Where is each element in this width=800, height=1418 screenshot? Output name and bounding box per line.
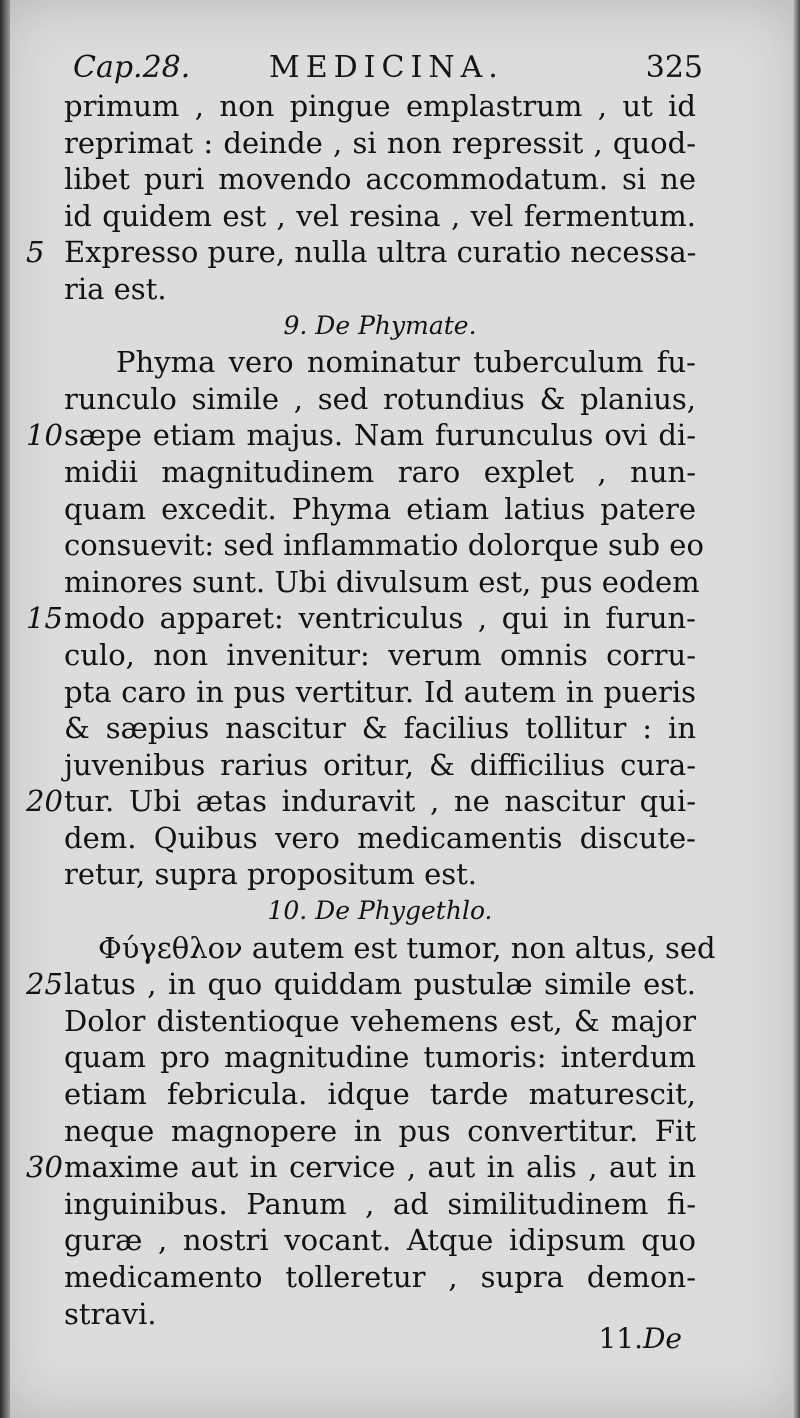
chapter-label: Cap.28. <box>73 50 191 85</box>
line-text: pta caro in pus vertitur. Id autem in pueris <box>64 674 696 709</box>
text-line <box>0 747 800 784</box>
line-number: 10 <box>26 418 63 453</box>
line-text: guræ , nostri vocant. Atque idipsum quo <box>64 1223 696 1258</box>
text-line <box>0 710 800 747</box>
line-text: quam excedit. Phyma etiam latius patere <box>64 491 696 526</box>
line-text: stravi. <box>64 1296 157 1331</box>
line-text: retur, supra propositum est. <box>64 857 477 892</box>
line-text: primum , non pingue emplastrum , ut id <box>64 89 696 123</box>
line-text: etiam febricula. idque tarde maturescit, <box>64 1077 696 1112</box>
running-title: MEDICINA. <box>269 50 504 85</box>
text-line <box>0 344 800 381</box>
text-line <box>0 1113 800 1150</box>
text-line <box>0 1259 800 1296</box>
page-number: 325 <box>645 50 703 85</box>
text-line <box>0 783 800 820</box>
text-line <box>0 1222 800 1259</box>
catchword-word: De <box>642 1322 682 1355</box>
text-line <box>0 491 800 528</box>
text-line <box>0 234 800 271</box>
line-text: medicamento tolleretur , supra demon- <box>64 1260 696 1294</box>
line-text: & sæpius nascitur & facilius tollitur : in <box>64 711 696 746</box>
text-line <box>0 856 800 893</box>
line-text: sæpe etiam majus. Nam furunculus ovi di- <box>64 418 696 453</box>
line-text: quam pro magnitudine tumoris: interdum <box>64 1040 696 1075</box>
line-text: runculo simile , sed rotundius & planius, <box>64 381 696 416</box>
section-heading <box>0 308 800 345</box>
text-line <box>0 1003 800 1040</box>
line-text: 10. De Phygethlo. <box>267 896 493 926</box>
text-line <box>0 125 800 162</box>
catchword <box>598 1322 682 1355</box>
section-heading <box>0 893 800 930</box>
text-line <box>0 454 800 491</box>
line-text: maxime aut in cervice , aut in alis , aut in <box>64 1150 696 1185</box>
text-line <box>0 1039 800 1076</box>
line-text: neque magnopere in pus convertitur. Fit <box>64 1113 696 1148</box>
line-number: 25 <box>26 967 63 1002</box>
line-text: Expresso pure, nulla ultra curatio necessa- <box>64 235 697 270</box>
text-line <box>0 1149 800 1186</box>
text-line <box>0 564 800 601</box>
line-text: dem. Quibus vero medicamentis discute- <box>64 820 696 855</box>
text-line <box>0 1076 800 1113</box>
line-text: minores sunt. Ubi divulsum est, pus eodem <box>64 564 700 599</box>
line-text: Phyma vero nominatur tuberculum fu- <box>116 345 696 380</box>
text-line <box>0 161 800 198</box>
text-line <box>0 600 800 637</box>
line-number: 30 <box>26 1150 63 1185</box>
line-text: inguinibus. Panum , ad similitudinem fi- <box>64 1186 696 1221</box>
text-line <box>0 381 800 418</box>
line-number: 5 <box>26 235 45 270</box>
text-line <box>0 820 800 857</box>
line-text: latus , in quo quiddam pustulæ simile est. <box>64 967 696 1002</box>
line-text: reprimat : deinde , si non repressit , quod- <box>64 125 696 160</box>
line-text: 9. De Phymate. <box>283 310 477 340</box>
line-text: Dolor distentioque vehemens est, & major <box>64 1003 696 1038</box>
text-line <box>0 930 800 967</box>
text-line <box>0 88 800 125</box>
text-line <box>0 637 800 674</box>
text-line <box>0 674 800 711</box>
text-block <box>0 88 800 1332</box>
text-line <box>0 198 800 235</box>
text-line <box>0 527 800 564</box>
line-text: culo, non invenitur: verum omnis corru- <box>64 637 696 672</box>
line-text: ria est. <box>64 271 167 306</box>
text-line <box>0 1186 800 1223</box>
line-text: libet puri movendo accommodatum. si ne <box>64 162 696 197</box>
line-text: Φύγεθλον autem est tumor, non altus, sed <box>98 930 716 965</box>
text-line <box>0 417 800 454</box>
line-text: modo apparet: ventriculus , qui in furun- <box>64 601 696 636</box>
line-text: tur. Ubi ætas induravit , ne nascitur qui- <box>64 784 696 819</box>
catchword-number: 11. <box>598 1322 643 1355</box>
text-line <box>0 966 800 1003</box>
line-text: id quidem est , vel resina , vel fermentum. <box>64 198 696 233</box>
line-text: midii magnitudinem raro explet , nun- <box>64 454 696 489</box>
text-line <box>0 271 800 308</box>
line-text: juvenibus rarius oritur, & difficilius cura- <box>64 747 696 782</box>
line-text: consuevit: sed inflammatio dolorque sub eo <box>64 528 704 563</box>
line-number: 20 <box>26 784 63 819</box>
line-number: 15 <box>26 601 63 636</box>
